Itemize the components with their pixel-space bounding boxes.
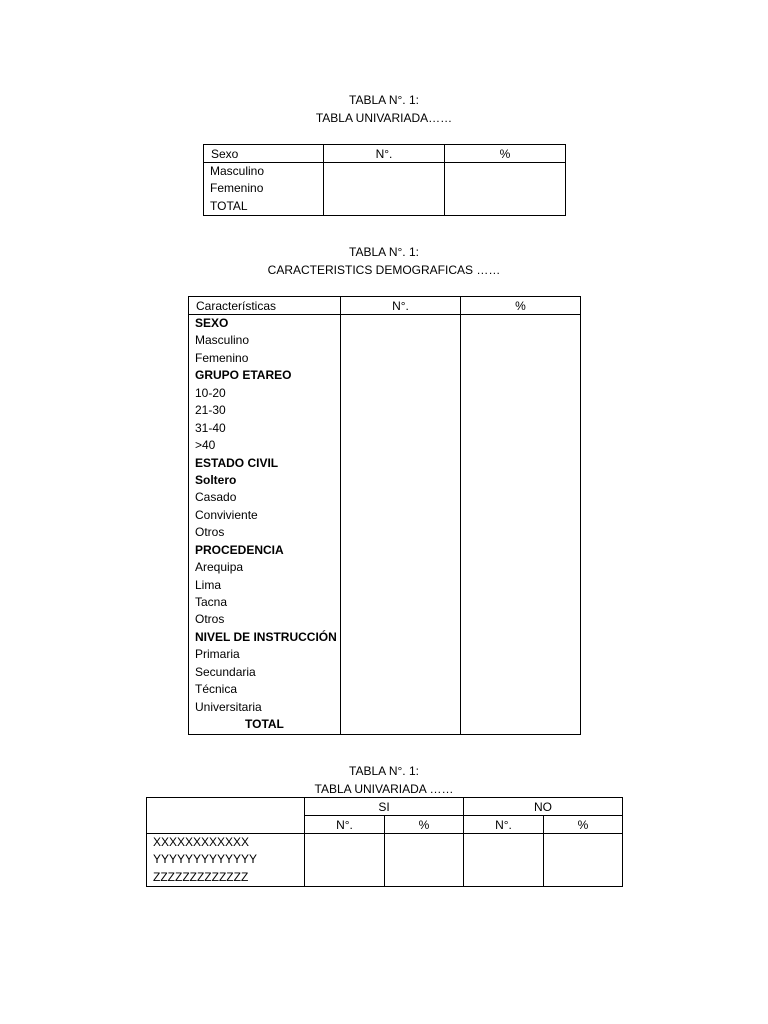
table3-caption [0,763,768,798]
table3-subheader-si-percent: % [385,816,464,834]
table3-header-si: SI [305,798,464,816]
table2-header-variable: Características [189,297,341,315]
table1-caption-line2: TABLA UNIVARIADA…… [315,110,453,125]
table3-row-label: ZZZZZZZZZZZZZ [153,869,249,884]
table2-row-label: 10-20 [195,385,226,400]
table3 [146,797,623,887]
table1-row-labels [204,163,324,216]
table3-subheader-no-count: N°. [464,816,544,834]
table1-count-cell[interactable] [324,163,445,216]
table2-header-percent: % [461,297,581,315]
table1-row-label: Masculino [210,164,265,178]
table1-header-count: N°. [324,145,445,163]
table2-caption [0,244,768,279]
table1-header-percent: % [445,145,566,163]
table2-row-label: SEXO [195,316,229,330]
table1-row-label: Femenino [210,181,264,196]
table1-row-label: TOTAL [210,198,248,213]
table3-caption-line1: TABLA N°. 1: [349,764,419,778]
table2-row-label: Técnica [195,682,238,697]
table2-total-label: TOTAL [245,717,284,732]
table2-row-label: GRUPO ETAREO [195,368,292,383]
table2-row-label: NIVEL DE INSTRUCCIÓN [195,629,337,644]
table2-row-label: ESTADO CIVIL [195,455,279,470]
table3-row-labels [147,834,305,887]
table3-header-blank [147,798,305,834]
table3-subheader-no-percent: % [544,816,623,834]
table2-caption-line1: TABLA N°. 1: [349,245,419,259]
table3-si-percent-cell[interactable] [385,834,464,887]
table2-row-label: Arequipa [195,560,244,575]
table2-row-label: >40 [195,438,216,453]
table2-row-label: Secundaria [195,664,256,679]
table3-header-no: NO [464,798,623,816]
table1-caption-line1: TABLA N°. 1: [349,93,419,107]
table2-row-label: 31-40 [195,420,226,435]
table2-row-label: PROCEDENCIA [195,542,284,557]
table1-percent-cell[interactable] [445,163,566,216]
table2-row-label: Lima [195,577,222,592]
table2-row-label: Femenino [195,350,249,365]
table2-row-label: Primaria [195,647,240,662]
table2-row-label: Universitaria [195,699,262,714]
table2-row-label: Otros [195,525,225,540]
table2-header-count: N°. [341,297,461,315]
table3-row-label: YYYYYYYYYYYYY [153,852,258,867]
table2-row-labels [189,315,341,735]
table2-row-label: Masculino [195,333,250,348]
table3-subheader-si-count: N°. [305,816,385,834]
table2-row-label: Casado [195,490,237,505]
table3-caption-line2: TABLA UNIVARIADA …… [314,781,454,796]
table2-row-label: Soltero [195,472,237,487]
table2-percent-cell[interactable] [461,315,581,735]
table1-caption [0,92,768,127]
table3-no-percent-cell[interactable] [544,834,623,887]
table2-row-label: Otros [195,612,225,627]
table2-row-label: 21-30 [195,403,226,418]
table2-row-label: Conviviente [195,507,258,522]
table3-no-count-cell[interactable] [464,834,544,887]
table3-row-label: XXXXXXXXXXXX [153,835,250,849]
table2-caption-line2: CARACTERISTICS DEMOGRAFICAS …… [267,262,501,277]
table2-count-cell[interactable] [341,315,461,735]
table3-si-count-cell[interactable] [305,834,385,887]
table1-header-variable: Sexo [204,145,324,163]
table2 [188,296,581,735]
table1 [203,144,566,216]
table2-row-label: Tacna [195,595,228,609]
